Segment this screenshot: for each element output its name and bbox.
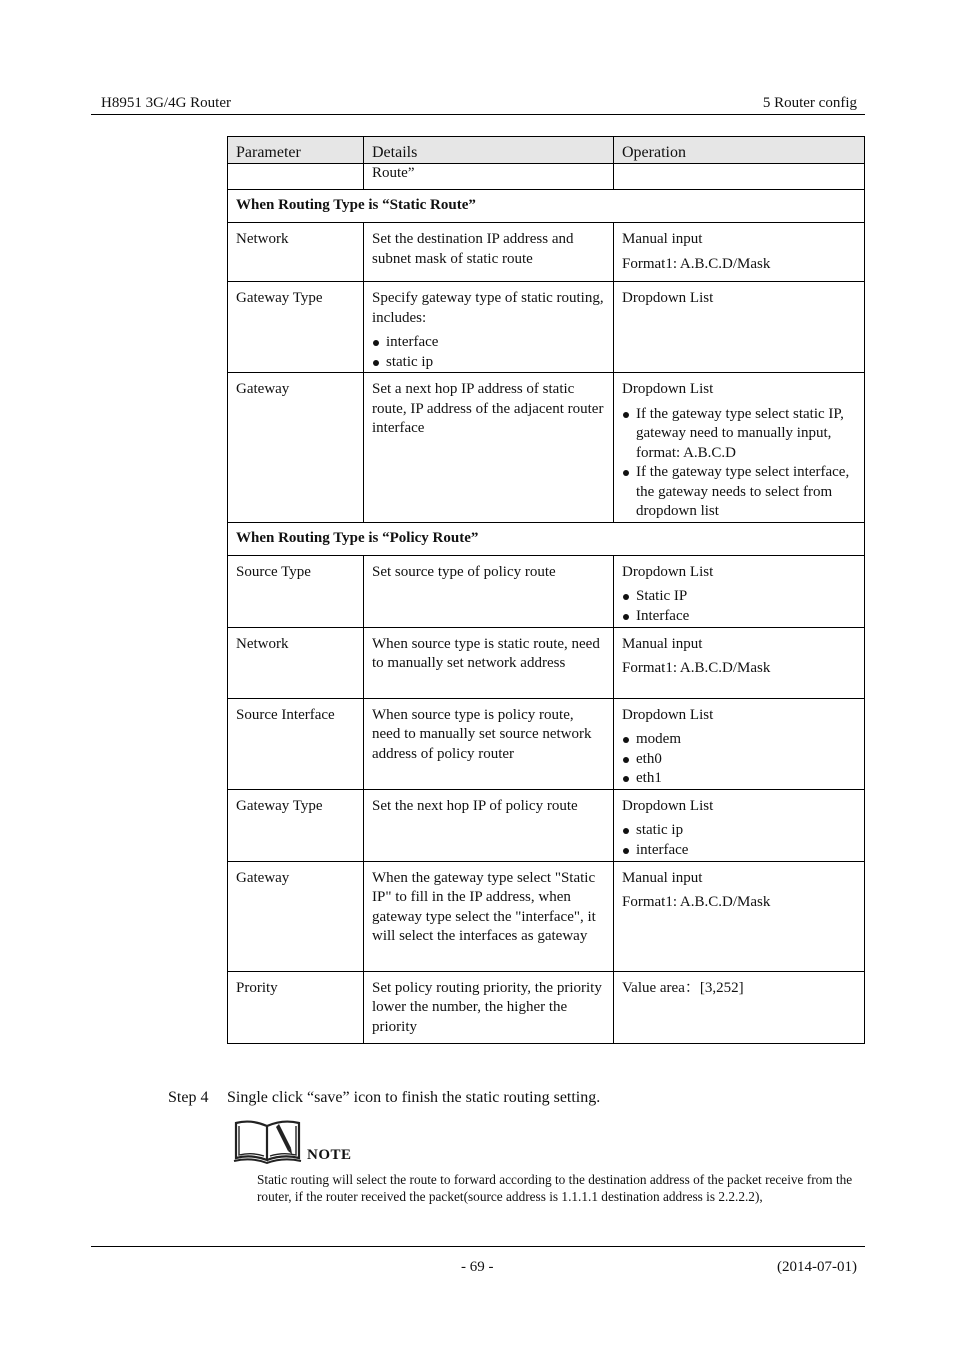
param-detail: When source type is static route, need to manually set network address [364, 627, 614, 698]
list-item: interface [372, 333, 605, 353]
column-header-parameter: Parameter [228, 137, 364, 164]
list-item: Interface [622, 607, 856, 627]
list-item: If the gateway type select static IP, gateway need to manually input, format: A.B.C.D [622, 405, 856, 464]
table-cell [614, 164, 865, 190]
table-row [228, 698, 865, 789]
list-item: modem [622, 730, 856, 750]
table-header-row [228, 137, 865, 164]
table-row [228, 861, 865, 971]
param-name: Network [228, 627, 364, 698]
param-name: Gateway [228, 861, 364, 971]
operation-bullet-list [622, 587, 856, 626]
list-item: static ip [622, 821, 856, 841]
page-footer [91, 1246, 865, 1275]
param-detail: Set policy routing priority, the priority lower the number, the higher the priority [364, 971, 614, 1043]
table-row [228, 627, 865, 698]
column-header-details: Details [364, 137, 614, 164]
operation-type: Dropdown List [622, 706, 714, 723]
table-cell-detail: Route” [364, 164, 614, 190]
list-item: eth0 [622, 750, 856, 770]
operation-type: Dropdown List [622, 797, 714, 814]
column-header-operation: Operation [614, 137, 865, 164]
param-name: Gateway Type [228, 282, 364, 373]
param-operation [614, 223, 865, 282]
document-date: (2014-07-01) [777, 1259, 857, 1275]
param-name: Gateway Type [228, 789, 364, 861]
section-row-static [228, 190, 865, 223]
param-operation [614, 698, 865, 789]
param-operation [614, 861, 865, 971]
list-item: eth1 [622, 769, 856, 789]
param-operation [614, 555, 865, 627]
param-detail: Set source type of policy route [364, 555, 614, 627]
param-operation: Dropdown List [614, 282, 865, 373]
step-text: Single click “save” icon to finish the static routing setting. [227, 1089, 601, 1106]
document-title: H8951 3G/4G Router [101, 95, 231, 111]
detail-bullet-list [372, 333, 605, 372]
step-instruction [168, 1089, 600, 1107]
table-row [228, 373, 865, 523]
param-detail: Set a next hop IP address of static route, IP address of the adjacent router interface [364, 373, 614, 523]
param-name: Gateway [228, 373, 364, 523]
operation-type: Manual input [622, 869, 703, 886]
param-name: Source Type [228, 555, 364, 627]
table-row [228, 223, 865, 282]
param-name: Network [228, 223, 364, 282]
table-row [228, 282, 865, 373]
section-row-policy [228, 522, 865, 555]
operation-format: Format1: A.B.C.D/Mask [622, 255, 771, 272]
list-item: Static IP [622, 587, 856, 607]
operation-format: Format1: A.B.C.D/Mask [622, 660, 771, 676]
param-operation [614, 373, 865, 523]
param-detail: When source type is policy route, need to manually set source network address of policy router [364, 698, 614, 789]
parameter-table [227, 136, 865, 1044]
step-label: Step 4 [168, 1089, 209, 1106]
note-label: NOTE [307, 1147, 352, 1163]
table-row [228, 789, 865, 861]
operation-format: Format1: A.B.C.D/Mask [622, 894, 771, 910]
table-cell [228, 164, 364, 190]
param-detail: Set the destination IP address and subnet mask of static route [364, 223, 614, 282]
operation-bullet-list [622, 821, 856, 860]
param-detail: Set the next hop IP of policy route [364, 789, 614, 861]
list-item: interface [622, 841, 856, 861]
table-row [228, 971, 865, 1043]
table-row [228, 555, 865, 627]
book-pen-icon [233, 1118, 303, 1164]
operation-bullet-list [622, 730, 856, 789]
param-name: Prority [228, 971, 364, 1043]
table-row-continued [228, 164, 865, 190]
param-name: Source Interface [228, 698, 364, 789]
operation-type: Manual input [622, 635, 703, 652]
param-operation: Value area：[3,252] [614, 971, 865, 1043]
page-header [91, 95, 865, 115]
param-detail: When the gateway type select "Static IP" to fill in the IP address, when gateway type select the "interface", it will select the interfaces as gateway [364, 861, 614, 971]
section-title-static: When Routing Type is “Static Route” [228, 190, 865, 223]
param-operation [614, 627, 865, 698]
page-number: - 69 - [461, 1259, 494, 1275]
param-detail [364, 282, 614, 373]
section-title-policy: When Routing Type is “Policy Route” [228, 522, 865, 555]
operation-type: Manual input [622, 231, 703, 247]
operation-type: Dropdown List [622, 381, 714, 397]
param-operation [614, 789, 865, 861]
list-item: static ip [372, 353, 605, 373]
note-text: Static routing will select the route to forward according to the destination address of the packet receive from the router, if the router received the packet(source address is 1.1.1.1 destination address is 2.2.2.2), [257, 1172, 853, 1204]
list-item: If the gateway type select interface, the gateway needs to select from dropdown list [622, 463, 856, 522]
operation-bullet-list [622, 405, 856, 522]
detail-text: Specify gateway type of static routing, includes: [372, 290, 604, 326]
chapter-title: 5 Router config [762, 95, 857, 111]
operation-type: Dropdown List [622, 563, 714, 580]
